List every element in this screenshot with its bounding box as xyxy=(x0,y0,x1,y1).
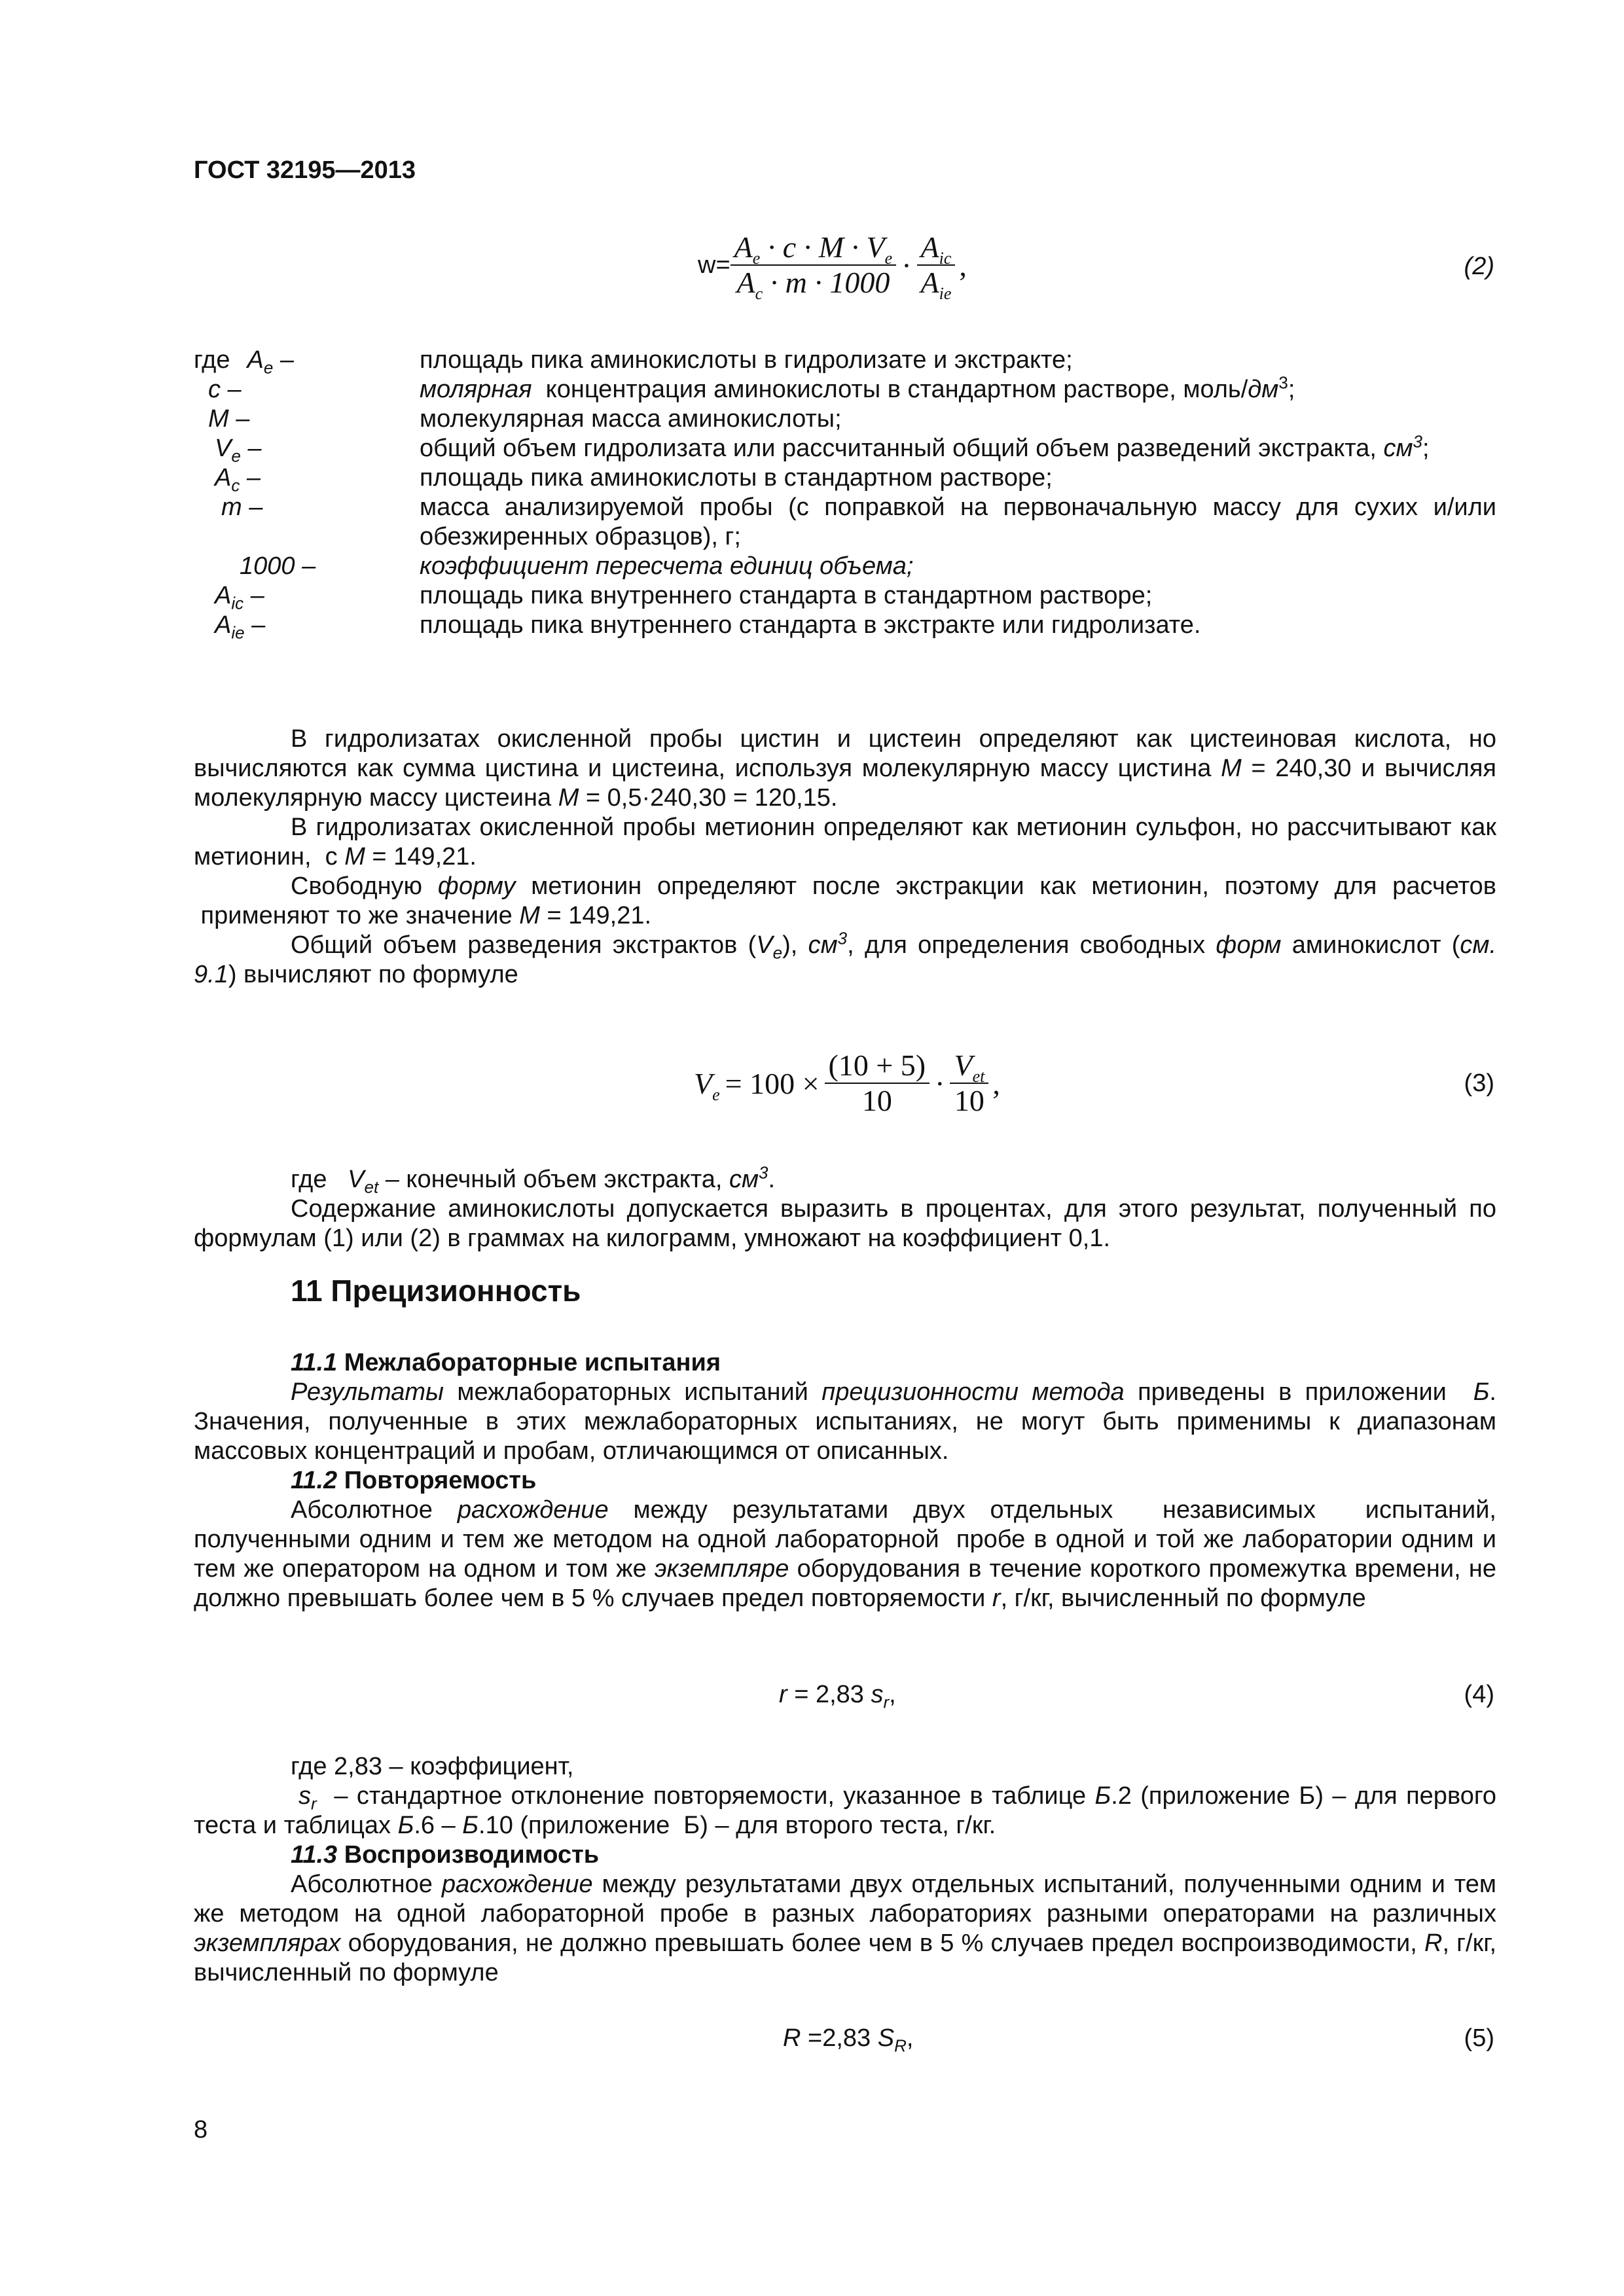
definition-row: где $A_e$ – площадь пика аминокислоты в гидролизате и экстракте; xyxy=(194,346,1073,378)
formula-2-fraction-2: $\frac{A_{ic}}{A_{ie}}$ xyxy=(917,230,956,300)
formula-3: $V_e$ = 100 × $\frac{(10 + 5)}{10}$ · $\frac{V_{et}}{10}$ , xyxy=(694,1049,1000,1117)
subsection-11-3-title: 11.3 Воспроизводимость xyxy=(291,1841,600,1869)
paragraph-cystine: В гидролизатах окисленной пробы цистин и цистеин определяют как цистеиновая кислота, но вычисляются как сумма цистина и цистеина, используя молекулярную массу цистина M = 240,30 и вычисляя молекулярную массу цистеина M = 0,5·240,30 = 120,15. xyxy=(194,725,1496,812)
definition-row: $A_{ic}$ – площадь пика внутреннего стандарта в стандартном растворе; xyxy=(215,582,1153,613)
page-number: 8 xyxy=(194,2116,208,2144)
definition-row: m – масса анализируемой пробы (с поправкой на первоначальную массу для сухих и/или обезжиренных образцов), г; xyxy=(221,493,1496,550)
formula-3-fraction-1: $\frac{(10 + 5)}{10}$ xyxy=(825,1049,930,1118)
definition-row: $A_c$ – площадь пика аминокислоты в стандартном растворе; xyxy=(215,464,1053,495)
formula-4-where-2: $s_r$ – стандартное отклонение повторяемости, указанное в таблице Б.2 (приложение Б) – для первого теста и таблицах Б.6 – Б.10 (приложение Б) – для второго теста, г/кг. xyxy=(194,1782,1496,1839)
subsection-11-3-text: Абсолютное расхождение между результатами двух отдельных испытаний, полученными одним и тем же методом на одной лабораторной пробе в разных лабораториях разными операторами на различных экземплярах оборудования, не должно превышать более чем в 5 % случаев предел воспроизводимости, R, г/кг, вычисленный по формуле xyxy=(194,1871,1497,1986)
definition-row: M – молекулярная масса аминокислоты; xyxy=(208,405,842,433)
formula-3-fraction-2: $\frac{V_{et}}{10}$ xyxy=(950,1049,988,1118)
document-code: ГОСТ 32195—2013 xyxy=(194,156,416,184)
formula-5: R =2,83 $S_R$, xyxy=(783,2024,914,2056)
formula-4: r = 2,83 $s_r$, xyxy=(779,1681,896,1712)
section-title: 11 Прецизионность xyxy=(291,1274,581,1308)
subsection-11-1-title: 11.1 Межлабораторные испытания xyxy=(291,1349,721,1376)
paragraph-percent: Содержание аминокислоты допускается выразить в процентах, для этого результат, полученный по формулам (1) или (2) в граммах на килограмм, умножают на коэффициент 0,1. xyxy=(194,1195,1496,1252)
formula-2-lhs: w= xyxy=(698,251,731,279)
formula-4-where-1: где 2,83 – коэффициент, xyxy=(291,1753,574,1780)
formula-2-fraction-1: $\frac{A_e \cdot c \cdot M \cdot V_e}{A_c \cdot m \cdot 1000}$ xyxy=(731,230,897,300)
definition-row: c – молярная концентрация аминокислоты в стандартном растворе, моль/$дм^3$; xyxy=(208,372,1295,403)
formula-5-number: (5) xyxy=(1464,2024,1494,2052)
subsection-11-2-text: Абсолютное расхождение между результатами двух отдельных независимых испытаний, полученными одним и тем же методом на одной лабораторной пробе в одной и той же лаборатории одним и тем же оператором на одном и том же экземпляре оборудования в течение короткого промежутка времени, не должно превышать более чем в 5 % случаев предел повторяемости r, г/кг, вычисленный по формуле xyxy=(194,1496,1496,1612)
subsection-11-2-title: 11.2 Повторяемость xyxy=(291,1467,537,1494)
definitions-list xyxy=(194,346,1496,643)
formula-3-number: (3) xyxy=(1464,1069,1494,1097)
paragraph-dilution-volume: Общий объем разведения экстрактов $(V_e)$, $см^3$, для определения свободных форм аминокислот (см. 9.1) вычисляют по формуле xyxy=(194,928,1496,988)
subsection-11-1-text: Результаты межлабораторных испытаний прецизионности метода приведены в приложении Б. Значения, полученные в этих межлабораторных испытаниях, не могут быть применимы к диапазонам массовых концентраций и пробам, отличающимся от описанных. xyxy=(194,1378,1496,1465)
formula-2: w= $\frac{A_e \cdot c \cdot M \cdot V_e}{A_c \cdot m \cdot 1000}$ · $\frac{A_{ic}}{A_{ie}}$ , xyxy=(698,230,967,304)
paragraph-free-methionine: Свободную форму метионин определяют после экстракции как метионин, поэтому для расчетов применяют то же значение M = 149,21. xyxy=(194,872,1496,929)
definition-row: $A_{ie}$ – площадь пика внутреннего стандарта в экстракте или гидролизате. xyxy=(215,611,1201,643)
paragraph-methionine: В гидролизатах окисленной пробы метионин определяют как метионин сульфон, но рассчитывают как метионин, с M = 149,21. xyxy=(194,814,1496,870)
formula-4-number: (4) xyxy=(1464,1681,1494,1708)
definition-row: $V_e$ – общий объем гидролизата или рассчитанный общий объем разведений экстракта, $см^3$; xyxy=(215,431,1430,466)
formula-3-where: где $V_{et}$ – конечный объем экстракта, $см^3$. xyxy=(291,1162,776,1197)
formula-2-number: (2) xyxy=(1464,253,1494,280)
definition-row: 1000 – коэффициент пересчета единиц объема; xyxy=(240,552,914,580)
